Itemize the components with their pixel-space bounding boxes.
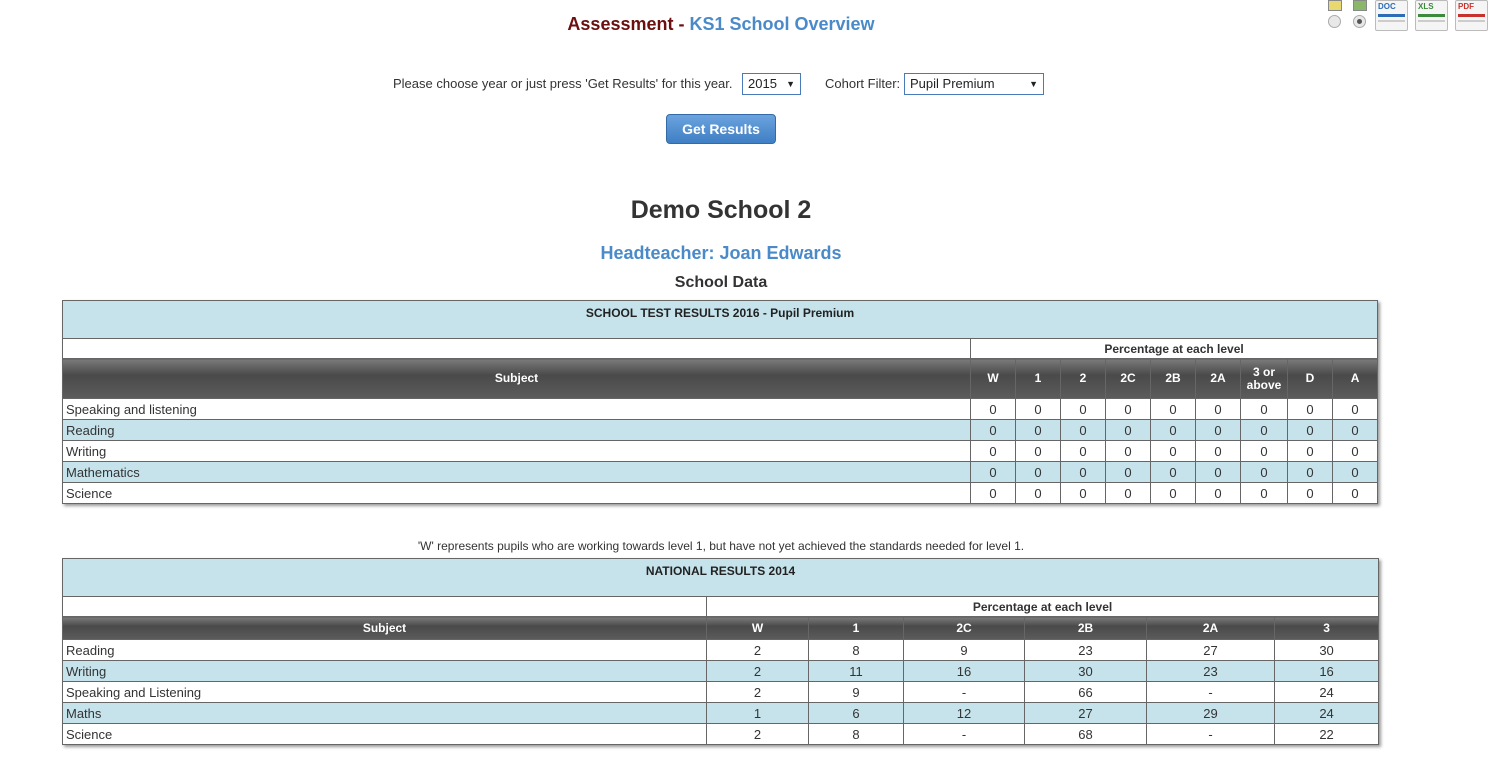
value-cell: 9 bbox=[904, 640, 1025, 661]
column-header: 3 bbox=[1275, 617, 1379, 640]
cohort-select[interactable] bbox=[904, 73, 1044, 95]
value-cell: 0 bbox=[1288, 441, 1333, 462]
value-cell: - bbox=[1147, 724, 1275, 745]
export-toolbar bbox=[1322, 0, 1492, 36]
value-cell: 0 bbox=[1061, 420, 1106, 441]
title-prefix: Assessment bbox=[567, 14, 674, 34]
value-cell: 0 bbox=[1061, 399, 1106, 420]
value-cell: 0 bbox=[1016, 399, 1061, 420]
value-cell: 0 bbox=[1016, 420, 1061, 441]
value-cell: 0 bbox=[971, 399, 1016, 420]
value-cell: 0 bbox=[1288, 399, 1333, 420]
value-cell: 0 bbox=[1196, 399, 1241, 420]
value-cell: 0 bbox=[971, 420, 1016, 441]
column-header: 1 bbox=[809, 617, 904, 640]
column-header: 3 or above bbox=[1241, 359, 1288, 399]
column-header: 2B bbox=[1151, 359, 1196, 399]
column-header: W bbox=[707, 617, 809, 640]
value-cell: 0 bbox=[1288, 462, 1333, 483]
value-cell: - bbox=[904, 682, 1025, 703]
landscape-radio[interactable] bbox=[1353, 15, 1366, 28]
subject-cell: Speaking and listening bbox=[63, 399, 971, 420]
subject-cell: Mathematics bbox=[63, 462, 971, 483]
value-cell: - bbox=[904, 724, 1025, 745]
table-caption: SCHOOL TEST RESULTS 2016 - Pupil Premium bbox=[63, 301, 1378, 339]
value-cell: 1 bbox=[707, 703, 809, 724]
page-title bbox=[0, 14, 1442, 35]
year-select-value: 2015 bbox=[748, 76, 777, 91]
value-cell: 30 bbox=[1025, 661, 1147, 682]
column-header: 2C bbox=[904, 617, 1025, 640]
headteacher: Headteacher: Joan Edwards bbox=[600, 243, 842, 263]
cohort-filter-label: Cohort Filter: bbox=[825, 76, 901, 91]
subject-cell: Science bbox=[63, 724, 707, 745]
section-heading: School Data bbox=[674, 274, 768, 291]
value-cell: 0 bbox=[1106, 483, 1151, 504]
xls-label: XLS bbox=[1418, 2, 1434, 11]
value-cell: 0 bbox=[1241, 399, 1288, 420]
cohort-select-value: Pupil Premium bbox=[910, 76, 995, 91]
title-main: KS1 School Overview bbox=[689, 14, 875, 34]
table-row bbox=[63, 420, 1378, 441]
value-cell: 2 bbox=[707, 661, 809, 682]
subject-header: Subject bbox=[63, 617, 707, 640]
table-row bbox=[63, 703, 1379, 724]
year-select[interactable] bbox=[742, 73, 801, 95]
value-cell: 0 bbox=[1151, 483, 1196, 504]
column-header: 1 bbox=[1016, 359, 1061, 399]
pdf-label: PDF bbox=[1458, 2, 1474, 11]
value-cell: 8 bbox=[809, 724, 904, 745]
subject-cell: Maths bbox=[63, 703, 707, 724]
value-cell: 23 bbox=[1025, 640, 1147, 661]
value-cell: 0 bbox=[1288, 483, 1333, 504]
value-cell: 2 bbox=[707, 640, 809, 661]
value-cell: 0 bbox=[1151, 399, 1196, 420]
year-prompt: Please choose year or just press 'Get Results' for this year. bbox=[393, 76, 733, 91]
value-cell: 0 bbox=[1106, 420, 1151, 441]
value-cell: 16 bbox=[904, 661, 1025, 682]
value-cell: 66 bbox=[1025, 682, 1147, 703]
value-cell: 6 bbox=[809, 703, 904, 724]
table-row bbox=[63, 462, 1378, 483]
value-cell: 9 bbox=[809, 682, 904, 703]
column-header: 2B bbox=[1025, 617, 1147, 640]
value-cell: 0 bbox=[971, 441, 1016, 462]
table-row bbox=[63, 682, 1379, 703]
table-row bbox=[63, 724, 1379, 745]
subject-cell: Speaking and Listening bbox=[63, 682, 707, 703]
table-row bbox=[63, 640, 1379, 661]
footnote: 'W' represents pupils who are working towards level 1, but have not yet achieved the standards needed for level 1. bbox=[417, 539, 1025, 553]
value-cell: 0 bbox=[1333, 420, 1378, 441]
subject-cell: Reading bbox=[63, 640, 707, 661]
column-header: 2 bbox=[1061, 359, 1106, 399]
value-cell: 0 bbox=[1333, 441, 1378, 462]
value-cell: 0 bbox=[1016, 462, 1061, 483]
national-results-table bbox=[62, 558, 1379, 745]
value-cell: 0 bbox=[1061, 441, 1106, 462]
table-row bbox=[63, 661, 1379, 682]
chevron-down-icon: ▼ bbox=[786, 79, 795, 89]
value-cell: 0 bbox=[1106, 399, 1151, 420]
value-cell: 0 bbox=[1241, 483, 1288, 504]
value-cell: 24 bbox=[1275, 703, 1379, 724]
value-cell: 0 bbox=[1333, 462, 1378, 483]
portrait-icon[interactable] bbox=[1328, 0, 1342, 11]
subject-cell: Writing bbox=[63, 441, 971, 462]
school-name: Demo School 2 bbox=[630, 196, 812, 224]
value-cell: 2 bbox=[707, 724, 809, 745]
percentage-header: Percentage at each level bbox=[707, 597, 1379, 617]
value-cell: 29 bbox=[1147, 703, 1275, 724]
value-cell: 0 bbox=[1106, 441, 1151, 462]
value-cell: 2 bbox=[707, 682, 809, 703]
value-cell: 22 bbox=[1275, 724, 1379, 745]
subject-cell: Reading bbox=[63, 420, 971, 441]
title-separator: - bbox=[673, 14, 690, 34]
column-header: A bbox=[1333, 359, 1378, 399]
subject-header: Subject bbox=[63, 359, 971, 399]
table-row bbox=[63, 441, 1378, 462]
value-cell: 16 bbox=[1275, 661, 1379, 682]
value-cell: 12 bbox=[904, 703, 1025, 724]
value-cell: 27 bbox=[1147, 640, 1275, 661]
value-cell: 11 bbox=[809, 661, 904, 682]
value-cell: 30 bbox=[1275, 640, 1379, 661]
value-cell: 0 bbox=[1196, 420, 1241, 441]
value-cell: 0 bbox=[1196, 462, 1241, 483]
value-cell: 0 bbox=[1241, 420, 1288, 441]
value-cell: 0 bbox=[1151, 420, 1196, 441]
value-cell: 0 bbox=[1151, 441, 1196, 462]
school-results-table bbox=[62, 300, 1378, 504]
get-results-button[interactable]: Get Results bbox=[666, 114, 776, 144]
chevron-down-icon: ▼ bbox=[1029, 79, 1038, 89]
value-cell: 0 bbox=[1061, 483, 1106, 504]
value-cell: 27 bbox=[1025, 703, 1147, 724]
xls-icon[interactable] bbox=[1415, 0, 1448, 31]
column-header: 2C bbox=[1106, 359, 1151, 399]
doc-icon[interactable] bbox=[1375, 0, 1408, 31]
value-cell: 0 bbox=[1196, 483, 1241, 504]
subject-cell: Science bbox=[63, 483, 971, 504]
value-cell: 0 bbox=[1196, 441, 1241, 462]
value-cell: 0 bbox=[1333, 399, 1378, 420]
value-cell: 0 bbox=[1106, 462, 1151, 483]
column-header: 2A bbox=[1196, 359, 1241, 399]
value-cell: 0 bbox=[1016, 483, 1061, 504]
value-cell: 68 bbox=[1025, 724, 1147, 745]
value-cell: - bbox=[1147, 682, 1275, 703]
blank-cell bbox=[63, 339, 971, 359]
value-cell: 0 bbox=[971, 462, 1016, 483]
value-cell: 0 bbox=[1016, 441, 1061, 462]
value-cell: 0 bbox=[1061, 462, 1106, 483]
doc-label: DOC bbox=[1378, 2, 1396, 11]
value-cell: 0 bbox=[1241, 462, 1288, 483]
value-cell: 0 bbox=[1288, 420, 1333, 441]
value-cell: 24 bbox=[1275, 682, 1379, 703]
value-cell: 23 bbox=[1147, 661, 1275, 682]
blank-cell bbox=[63, 597, 707, 617]
column-header: 2A bbox=[1147, 617, 1275, 640]
column-header: W bbox=[971, 359, 1016, 399]
column-header: D bbox=[1288, 359, 1333, 399]
table-row bbox=[63, 483, 1378, 504]
value-cell: 0 bbox=[1333, 483, 1378, 504]
value-cell: 0 bbox=[971, 483, 1016, 504]
value-cell: 0 bbox=[1151, 462, 1196, 483]
landscape-icon[interactable] bbox=[1353, 0, 1367, 11]
percentage-header: Percentage at each level bbox=[971, 339, 1378, 359]
table-row bbox=[63, 399, 1378, 420]
value-cell: 0 bbox=[1241, 441, 1288, 462]
table-caption: NATIONAL RESULTS 2014 bbox=[63, 559, 1379, 597]
value-cell: 8 bbox=[809, 640, 904, 661]
subject-cell: Writing bbox=[63, 661, 707, 682]
portrait-radio[interactable] bbox=[1328, 15, 1341, 28]
pdf-icon[interactable] bbox=[1455, 0, 1488, 31]
